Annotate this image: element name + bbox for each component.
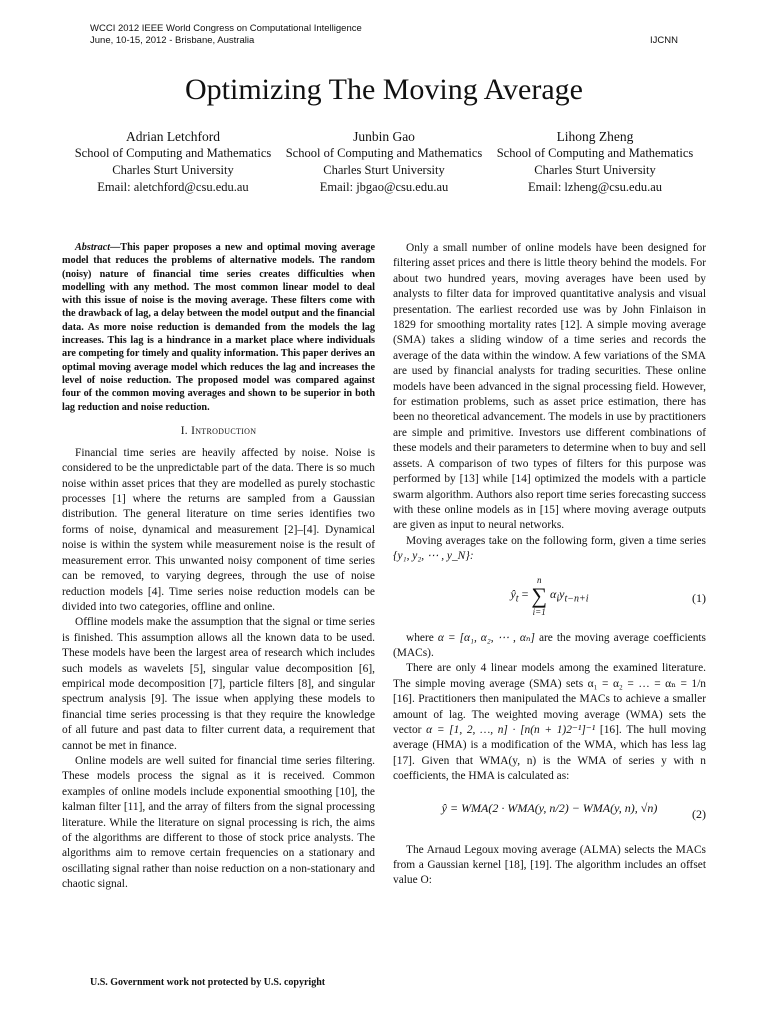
author-email: Email: lzheng@csu.edu.au — [527, 180, 663, 194]
left-column — [62, 241, 375, 893]
author-name: Adrian Letchford — [125, 129, 221, 144]
eq1-y-subscript: t−n+i — [564, 593, 589, 605]
macs-text: are the moving average coefficients (MACs). — [393, 631, 706, 659]
author-school: School of Computing and Mathematics — [496, 146, 694, 160]
author-email: Email: aletchford@csu.edu.au — [97, 180, 249, 194]
author-school: School of Computing and Mathematics — [74, 146, 272, 160]
body-paragraph — [393, 534, 706, 565]
body-paragraph — [393, 661, 706, 784]
author-name: Lihong Zheng — [556, 129, 634, 144]
eq1-lhs: ŷ — [510, 587, 516, 602]
alpha-vector: α = [α₁, α₂, ⋯ , αₙ] — [437, 631, 535, 644]
conference-dates-location: June, 10-15, 2012 - Brisbane, Australia — [90, 35, 255, 46]
series-definition: {y₁, y₂, ⋯ , y_N}: — [393, 550, 474, 563]
sum-upper-limit: n — [536, 574, 542, 585]
copyright-footer: U.S. Government work not protected by U.S. copyright — [90, 977, 326, 988]
author-university: Charles Sturt University — [534, 163, 656, 177]
section-heading-introduction: I. Introduction — [180, 424, 257, 437]
wma-alpha-vector: α = [1, 2, …, n] · [n(n + 1)2⁻¹]⁻¹ — [426, 723, 596, 736]
equation-2-body: ŷ = WMA(2 · WMA(y, n/2) − WMA(y, n), √n) — [441, 800, 658, 815]
body-paragraph: The Arnaud Legoux moving average (ALMA) selects the MACs from a Gaussian kernel [18], [19]. The algorithm includes an offset value O: — [393, 843, 706, 887]
author-email: Email: jbgao@csu.edu.au — [319, 180, 449, 194]
where-text: where — [406, 631, 438, 644]
eq1-equals: = — [521, 587, 529, 602]
author-school: School of Computing and Mathematics — [285, 146, 483, 160]
sum-sign: ∑ — [531, 582, 548, 608]
right-column — [393, 241, 706, 889]
summation-symbol — [531, 575, 547, 617]
author-university: Charles Sturt University — [323, 163, 445, 177]
series-intro-text: Moving averages take on the following form, given a time series — [406, 534, 706, 547]
eq1-y: y — [559, 587, 565, 602]
equation-1 — [393, 575, 706, 623]
equation-2-number: (2) — [692, 806, 706, 821]
equation-2 — [393, 799, 706, 833]
intro-paragraph: Online models are well suited for financial time series filtering. These models process the signal as it is received. Common examples of online models include exponential smoothing [10], the kalman filter [11], and the array of filters from the signal processing literature. While the literature on signal processing is rich, the aims of the algorithms are different to those of stock price analysts. The algorithms aim to remove certain frequencies on a stationary and oscillating signal rather than noise reduction on a non-stationary and chaotic signal. — [62, 754, 375, 891]
abstract — [62, 241, 375, 414]
author-block — [57, 128, 289, 196]
hma-text: [16]. The hull moving average (HMA) is a modification of the WMA, which has less lag [17]. Given that WMA(y, n) is the WMA of series y with n coefficients, the HMA is calculated as: — [393, 723, 707, 783]
equation-1-number: (1) — [692, 590, 706, 605]
track-label: IJCNN — [650, 35, 678, 46]
linear-models-text: There are only 4 linear models among the examined literature. The simple moving average (SMA) sets α₁ = α₂ = … = αₙ = 1/n [16]. Practitioners then manipulated the MACs to achieve a smaller amount of lag. The weighted moving average (WMA) sets the vector — [393, 662, 706, 736]
body-paragraph — [393, 631, 706, 662]
eq1-lhs-subscript: t — [515, 593, 519, 605]
body-paragraph: Only a small number of online models have been designed for filtering asset prices and there is little theory behind the models. For about two hundred years, moving averages have been used by analysts to filter data for improved quantitative analysis and visual presentation. The earliest recorded use was by John Finlaison in 1829 for smoothing mortality rates [12]. A simple moving average (SMA) takes a sliding window of a time series and records the average of the data within the window. A few variations of the SMA are used by financial analysts for trading securities. These online models have been advanced in the signal processing field. However, for estimation problems, such as asset price estimation, there has been no theoretical advancement. The models in use by practitioners are simple and primitive. Investors use different combinations of these models and their parameters to determine when to buy and sell assets. A comparison of two types of filters for this purpose was performed by [13] while [14] optimized the models with a particle swarm algorithm. Authors also report time series forecasting success with these online models as in [15] where moving average outputs are given as input to neural networks. — [393, 242, 706, 532]
abstract-lead: Abstract — [75, 242, 111, 253]
author-name: Junbin Gao — [353, 129, 415, 144]
author-block — [268, 128, 500, 196]
abstract-text: —This paper proposes a new and optimal moving average model that reduces the problems of alternative models. The random (noisy) nature of financial time series creates difficulties when modelling with any method. The most common linear model to deal with this issue of noise is the moving average. These filters come with the drawback of lag, a delay between the model output and the financial data. As more noise reduction is demanded from the models the lag increases. This lag is a hindrance in a market place where individuals are competing for timely and quality information. This paper derives an optimal moving average model which reduces the lag and increases the level of noise reduction. The proposed model was compared against four of the common moving averages and shown to be superior in both lag reduction and noise reduction. — [62, 242, 375, 413]
intro-paragraph: Financial time series are heavily affected by noise. Noise is considered to be the unpredictable part of the data. There is so much noise within asset prices that they are modelled as purely stochastic processes [1] where the returns are sampled from a Gaussian distribution. The general literature on time series identifies two forms of noise, dynamical and measurement [2]–[4]. Dynamical noise is within the system while measurement noise is the result of measurement error. This unwanted noisy component of time series can be removed, to varying degrees, through the use of noise reduction models [4]. Time series noise reduction models can be divided into two categories, offline and online. — [62, 446, 375, 613]
eq1-alpha: α — [550, 587, 557, 602]
eq1-alpha-subscript: i — [556, 593, 560, 605]
conference-header — [90, 23, 362, 47]
equation-1-body — [510, 574, 589, 617]
author-block — [479, 128, 711, 196]
author-university: Charles Sturt University — [112, 163, 234, 177]
conference-name: WCCI 2012 IEEE World Congress on Computational Intelligence — [90, 23, 362, 34]
paper-title: Optimizing The Moving Average — [185, 73, 583, 106]
intro-paragraph: Offline models make the assumption that the signal or time series is finished. This assumption allows all the known data to be used. These models have been the largest area of research which includes such models as wavelets [5], singular value decomposition [6], empirical mode decomposition [7], particle filters [8], and singular spectrum analysis [9]. The issue when applying these models to financial time series processing is that they require the knowledge of all future and past data to filter current data, a requirement that cannot be met in finance. — [62, 616, 375, 752]
sum-lower-limit: i=1 — [532, 606, 546, 617]
